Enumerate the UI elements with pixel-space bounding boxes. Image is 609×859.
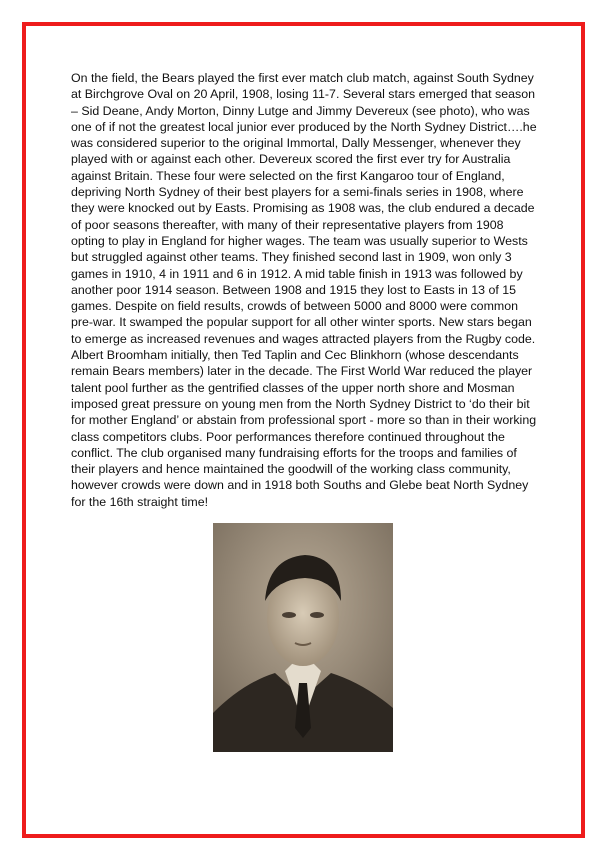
text-line: for the 16th straight time! bbox=[71, 494, 209, 509]
text-line: however crowds were down and in 1918 both Souths and Glebe beat North Sydney bbox=[71, 478, 529, 493]
text-line: they were knocked out by Easts. Promising as 1908 was, the club endured a decade bbox=[71, 201, 535, 216]
text-line: depriving North Sydney of their best players for a semi-finals series in 1908, where bbox=[71, 185, 524, 200]
text-line: to emerge as increased revenues and wages attracted players from the Rugby code. bbox=[71, 331, 536, 346]
text-line: games in 1910, 4 in 1911 and 6 in 1912. A mid table finish in 1913 was followed by bbox=[71, 266, 523, 281]
text-line: Albert Broomham initially, then Ted Taplin and Cec Blinkhorn (whose descendants bbox=[71, 348, 519, 363]
text-line: their players and hence maintained the goodwill of the working class community, bbox=[71, 462, 511, 477]
text-line: of poor seasons thereafter, with many of their representative players from 1908 bbox=[71, 217, 504, 232]
text-line: at Birchgrove Oval on 20 April, 1908, losing 11-7. Several stars emerged that season bbox=[71, 87, 535, 102]
text-line: played with or against each other. Devereux scored the first ever try for Australia bbox=[71, 152, 511, 167]
text-line: remain Bears members) later in the decade. The First World War reduced the player bbox=[71, 364, 533, 379]
text-line: games. Despite on field results, crowds of between 5000 and 8000 were common bbox=[71, 299, 519, 314]
text-line: conflict. The club organised many fundraising efforts for the troops and families of bbox=[71, 445, 517, 460]
text-line: On the field, the Bears played the first ever match club match, against South Sydney bbox=[71, 71, 534, 85]
text-line: another poor 1914 season. Between 1908 and 1915 they lost to Easts in 13 of 15 bbox=[71, 282, 517, 297]
text-line: talent pool further as the gentrified classes of the upper north shore and Mosman bbox=[71, 380, 515, 395]
text-line: but struggled against other teams. They finished second last in 1909, won only 3 bbox=[71, 250, 512, 265]
text-line: opting to play in England for higher wages. The team was usually superior to Wests bbox=[71, 233, 528, 248]
text-line: was considered superior to the original Immortal, Dally Messenger, whenever they bbox=[71, 136, 521, 151]
text-line: against Britain. These four were selected on the first Kangaroo tour of England, bbox=[71, 168, 505, 183]
text-line: pre-war. It swamped the popular support for all other winter sports. New stars began bbox=[71, 315, 532, 330]
article-body bbox=[71, 70, 551, 510]
text-line: – Sid Deane, Andy Morton, Dinny Lutge and Jimmy Devereux (see photo), who was bbox=[71, 103, 530, 118]
text-line: for mother England’ or abstain from professional sport - more so than in their working bbox=[71, 413, 537, 428]
portrait-photo-jimmy-devereux bbox=[213, 523, 393, 752]
text-line: one of if not the greatest local junior ever produced by the North Sydney District….he bbox=[71, 119, 537, 134]
text-line: imposed great pressure on young men from the North Sydney District to ‘do their bit bbox=[71, 396, 530, 411]
text-line: class competitors clubs. Poor performances therefore continued throughout the bbox=[71, 429, 505, 444]
